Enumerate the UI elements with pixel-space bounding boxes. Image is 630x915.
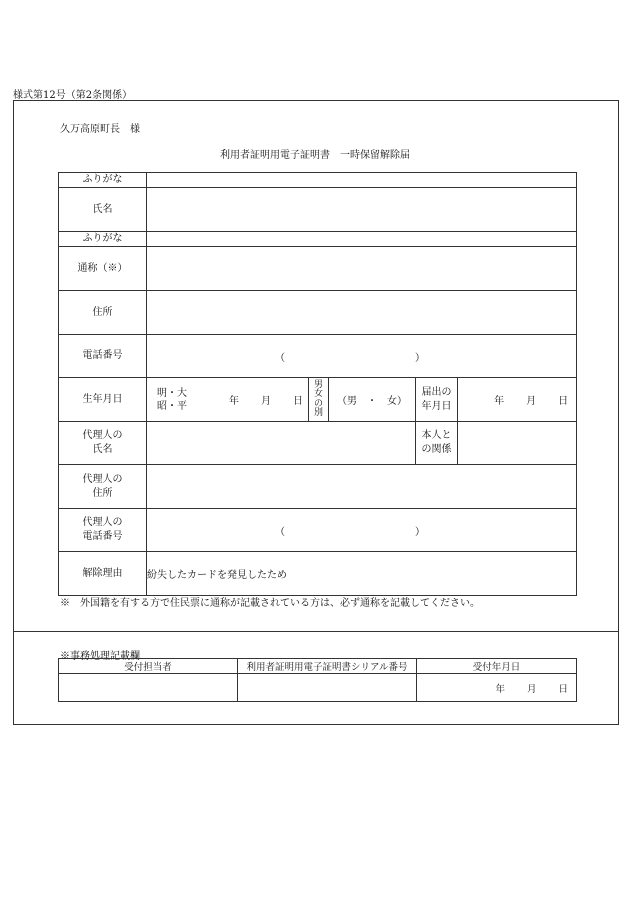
reason-label: 解除理由 [59, 552, 147, 596]
receipt-day: 日 [558, 683, 568, 695]
receiver-input[interactable] [59, 674, 238, 702]
receipt-date-input[interactable] [417, 674, 577, 702]
phone-paren-open: （ [275, 353, 285, 364]
furigana-label: ふりがな [59, 173, 147, 188]
filing-month: 月 [526, 396, 537, 407]
phone-paren-close: ） [415, 353, 425, 364]
relation-label: 本人と の関係 [416, 422, 458, 465]
address-input[interactable] [147, 291, 577, 335]
filing-day: 日 [558, 396, 569, 407]
receipt-month: 月 [526, 683, 537, 695]
office-table [58, 658, 577, 702]
sex-label: 男 女 の 別 [309, 378, 329, 422]
furigana2-label: ふりがな [59, 232, 147, 247]
section-divider [13, 631, 619, 632]
birth-year: 年 [229, 396, 239, 407]
alias-note: ※ 外国籍を有する方で住民票に通称が記載されている方は、必ず通称を記載してください。 [60, 598, 480, 609]
name-input[interactable] [147, 188, 577, 232]
phone-input[interactable] [147, 335, 577, 378]
form-title: 利用者証明用電子証明書 一時保留解除届 [220, 150, 410, 161]
filing-date-label: 届出の 年月日 [416, 378, 458, 422]
application-table [58, 172, 577, 596]
alias-label: 通称（※） [59, 247, 147, 291]
form-number: 様式第12号（第2条関係） [13, 90, 133, 101]
receipt-year: 年 [495, 683, 505, 695]
agent-name-label: 代理人の 氏名 [59, 422, 147, 465]
col-serial: 利用者証明用電子証明書シリアル番号 [238, 659, 417, 674]
furigana-input[interactable] [147, 173, 577, 188]
era-line1: 明・大 [157, 387, 187, 399]
birth-input[interactable] [147, 378, 309, 422]
agent-phone-input[interactable] [147, 509, 577, 552]
filing-year: 年 [494, 396, 505, 407]
agent-address-label: 代理人の 住所 [59, 465, 147, 509]
era-line2: 昭・平 [157, 400, 187, 412]
office-section-title: ※事務処理記載欄 [60, 651, 140, 662]
alias-input[interactable] [147, 247, 577, 291]
agent-phone-paren-close: ） [415, 527, 425, 538]
relation-input[interactable] [458, 422, 577, 465]
reason-value[interactable]: 紛失したカードを発見したため [147, 552, 577, 596]
sex-options[interactable]: （男 ・ 女） [329, 378, 416, 422]
col-date: 受付年月日 [417, 659, 577, 674]
agent-phone-label: 代理人の 電話番号 [59, 509, 147, 552]
birth-day: 日 [293, 396, 303, 407]
birth-month: 月 [261, 396, 271, 407]
birth-label: 生年月日 [59, 378, 147, 422]
addressee: 久万高原町長 様 [60, 124, 140, 135]
agent-address-input[interactable] [147, 465, 577, 509]
serial-input[interactable] [238, 674, 417, 702]
furigana2-input[interactable] [147, 232, 577, 247]
agent-phone-paren-open: （ [275, 527, 285, 538]
filing-date-input[interactable] [458, 378, 577, 422]
agent-name-input[interactable] [147, 422, 416, 465]
address-label: 住所 [59, 291, 147, 335]
phone-label: 電話番号 [59, 335, 147, 378]
col-receiver: 受付担当者 [59, 659, 238, 674]
name-label: 氏名 [59, 188, 147, 232]
